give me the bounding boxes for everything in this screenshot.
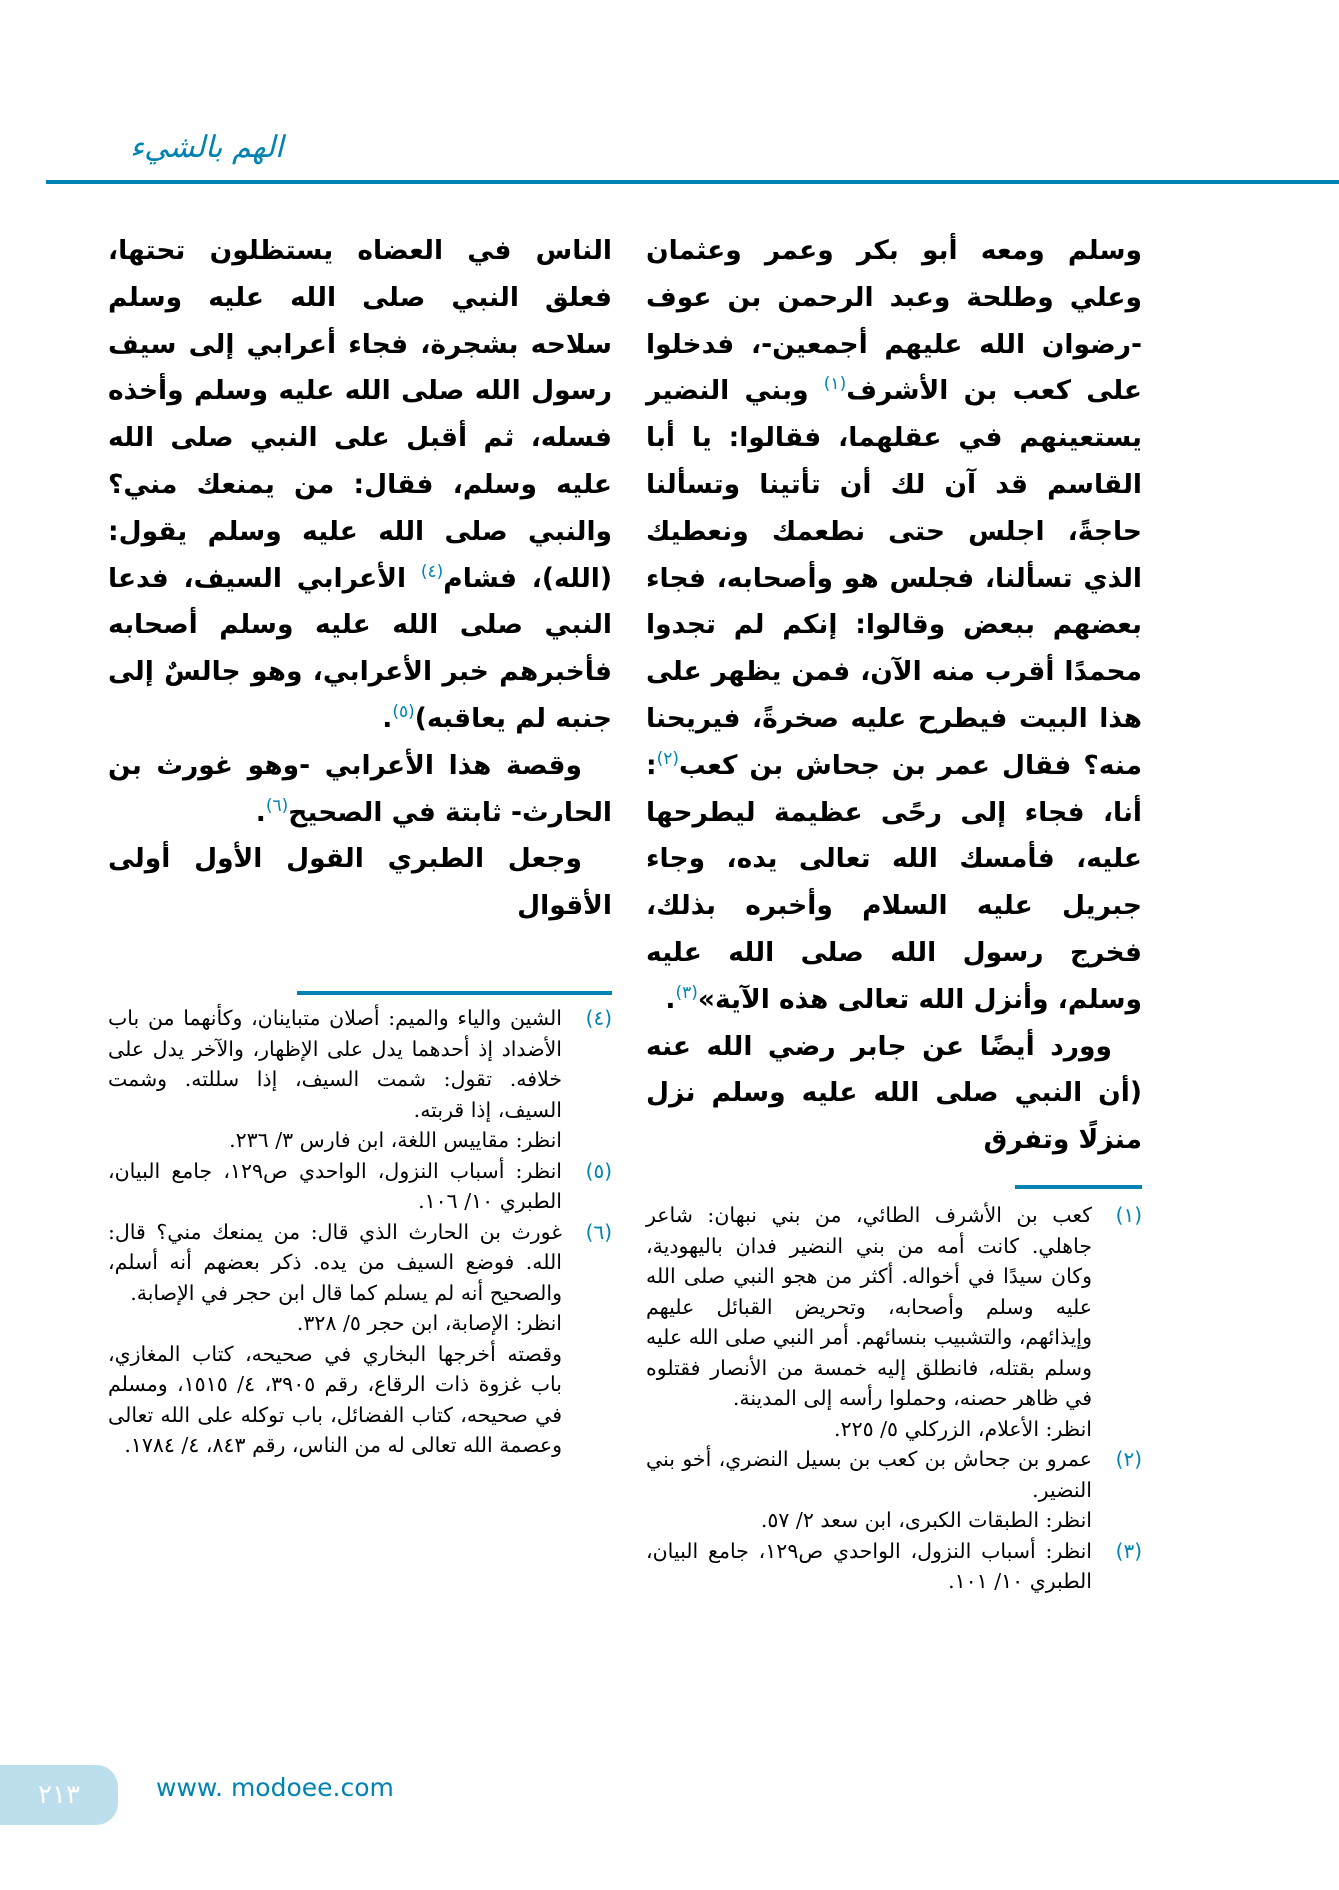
page-number: ٢١٣ — [0, 1765, 118, 1825]
footnote-separator — [297, 991, 612, 995]
footnote-ref[interactable]: (٥) — [392, 702, 415, 723]
text-segment: : أنا، فجاء إلى رحًى عظيمة ليطرحها عليه، فأمسك الله تعالى يده، وجاء جبريل عليه السلام وأخبره بذلك، فخرج رسول الله صلى الله عليه وسلم، وأنزل الله تعالى هذه الآية» — [646, 749, 1142, 1015]
footnote-source: انظر: الإصابة، ابن حجر ٥/ ٣٢٨. — [296, 1311, 562, 1335]
footnote-number: (٥) — [585, 1158, 612, 1183]
footnote-4 — [108, 1003, 612, 1156]
footnote-ref[interactable]: (٣) — [675, 982, 698, 1003]
footnote-text: انظر: أسباب النزول، الواحدي ص١٢٩، جامع البيان، الطبري ١٠/ ١٠٦. — [108, 1158, 562, 1213]
footnote-2 — [646, 1444, 1142, 1536]
footnote-text: عمرو بن جحاش بن كعب بن بسيل النضري، أخو بني النضير. — [646, 1447, 1092, 1502]
footnote-ref[interactable]: (٦) — [265, 795, 289, 816]
paragraph: وجعل الطبري القول الأول أولى الأقوال — [108, 843, 612, 922]
footnote-text: انظر: أسباب النزول، الواحدي ص١٢٩، جامع البيان، الطبري ١٠/ ١٠١. — [646, 1538, 1092, 1593]
footnote-number: (١) — [1115, 1203, 1142, 1227]
website-link[interactable]: www. modoee.com — [156, 1773, 394, 1802]
footnote-6 — [108, 1217, 612, 1461]
footnote-number: (٢) — [1115, 1447, 1142, 1471]
footnote-3 — [646, 1536, 1142, 1597]
header-divider — [46, 180, 1339, 184]
text-segment: وقصة هذا الأعرابي -وهو غورث بن الحارث- ثابتة في الصحيح — [108, 749, 612, 828]
footnote-5 — [108, 1156, 612, 1217]
text-segment: . — [382, 702, 393, 734]
footnote-source: انظر: الطبقات الكبرى، ابن سعد ٢/ ٥٧. — [760, 1508, 1092, 1532]
text-segment: وسلم ومعه أبو بكر وعمر وعثمان وعلي وطلحة وعبد الرحمن بن عوف -رضوان الله عليهم أجمعين-، فدخلوا على كعب بن الأشرف — [646, 235, 1142, 407]
footnote-number: (٤) — [585, 1006, 612, 1030]
right-column-text — [646, 228, 1142, 1164]
footnotes-left — [108, 1003, 612, 1461]
footnote-1 — [646, 1200, 1142, 1444]
footnote-text: كعب بن الأشرف الطائي، من بني نبهان: شاعر جاهلي. كانت أمه من بني النضير فدان باليهودية، وكان سيدًا في أخواله. أكثر من هجو النبي صلى الله عليه وسلم وأصحابه، وتحريض القبائل عليهم وإيذائهم، والتشبيب بنسائهم. أمر النبي صلى الله عليه وسلم بقتله، فانطلق إليه خمسة من الأنصار فقتلوه في ظاهر حصنه، وحملوا رأسه إلى المدينة. — [646, 1203, 1092, 1410]
text-segment: . — [255, 796, 266, 828]
footnote-number: (٣) — [1115, 1538, 1142, 1563]
paragraph — [108, 743, 612, 837]
paragraph — [646, 228, 1142, 1024]
footnotes-right — [646, 1200, 1142, 1597]
footnote-text: وقصته أخرجها البخاري في صحيحه، كتاب المغازي، باب غزوة ذات الرقاع، رقم ٣٩٠٥، ٤/ ١٥١٥، ومسلم في صحيحه، كتاب الفضائل، باب توكله على الله تعالى وعصمة الله تعالى له من الناس، رقم ٨٤٣، ٤/ ١٧٨٤. — [108, 1341, 562, 1457]
footnote-ref[interactable]: (١) — [823, 374, 847, 395]
header-logo: الهم بالشيء — [130, 130, 284, 165]
text-segment: . — [665, 983, 676, 1015]
footnote-source: انظر: الأعلام، الزركلي ٥/ ٢٢٥. — [834, 1416, 1092, 1441]
left-column-text — [108, 228, 612, 930]
footnote-ref[interactable]: (٤) — [420, 561, 444, 582]
text-segment: وبني النضير يستعينهم في عقلهما، فقالوا: يا أبا القاسم قد آن لك أن تأتينا وتسألنا حاجةً، اجلس حتى نطعمك ونعطيك الذي تسألنا، فجلس هو وأصحابه، فجاء بعضهم ببعض وقالوا: إنكم لم تجدوا محمدًا أقرب منه الآن، فمن يظهر على هذا البيت فيطرح عليه صخرةً، فيريحنا منه؟ فقال عمر بن جحاش بن كعب — [646, 375, 1142, 781]
paragraph — [108, 228, 612, 743]
footnote-source: انظر: مقاييس اللغة، ابن فارس ٣/ ٢٣٦. — [229, 1128, 562, 1152]
footnote-ref[interactable]: (٢) — [656, 748, 680, 769]
paragraph: وورد أيضًا عن جابر رضي الله عنه (أن النبي صلى الله عليه وسلم نزل منزلًا وتفرق — [646, 1030, 1142, 1156]
text-segment: الأعرابي السيف، فدعا النبي صلى الله عليه وسلم أصحابه فأخبرهم خبر الأعرابي، وهو جالسٌ إلى جنبه لم يعاقبه) — [108, 562, 612, 734]
text-segment: الناس في العضاه يستظلون تحتها، فعلق النبي صلى الله عليه وسلم سلاحه بشجرة، فجاء أعرابي إلى سيف رسول الله صلى الله عليه وسلم وأخذه فسله، ثم أقبل على النبي صلى الله عليه وسلم، فقال: من يمنعك مني؟ والنبي صلى الله عليه وسلم يقول: (الله)، فشام — [108, 235, 612, 594]
footnote-separator — [1015, 1185, 1142, 1189]
footnote-number: (٦) — [585, 1219, 612, 1244]
footnote-text: الشين والياء والميم: أصلان متباينان، وكأنهما من باب الأضداد إذ أحدهما يدل على الإظهار، والآخر يدل على خلافه. تقول: شمت السيف، إذا سللته. وشمت السيف، إذا قربته. — [108, 1006, 562, 1122]
footnote-text: غورث بن الحارث الذي قال: من يمنعك مني؟ قال: الله. فوضع السيف من يده. ذكر بعضهم أنه أسلم، والصحيح أنه لم يسلم كما قال ابن حجر في الإصابة. — [108, 1219, 562, 1305]
